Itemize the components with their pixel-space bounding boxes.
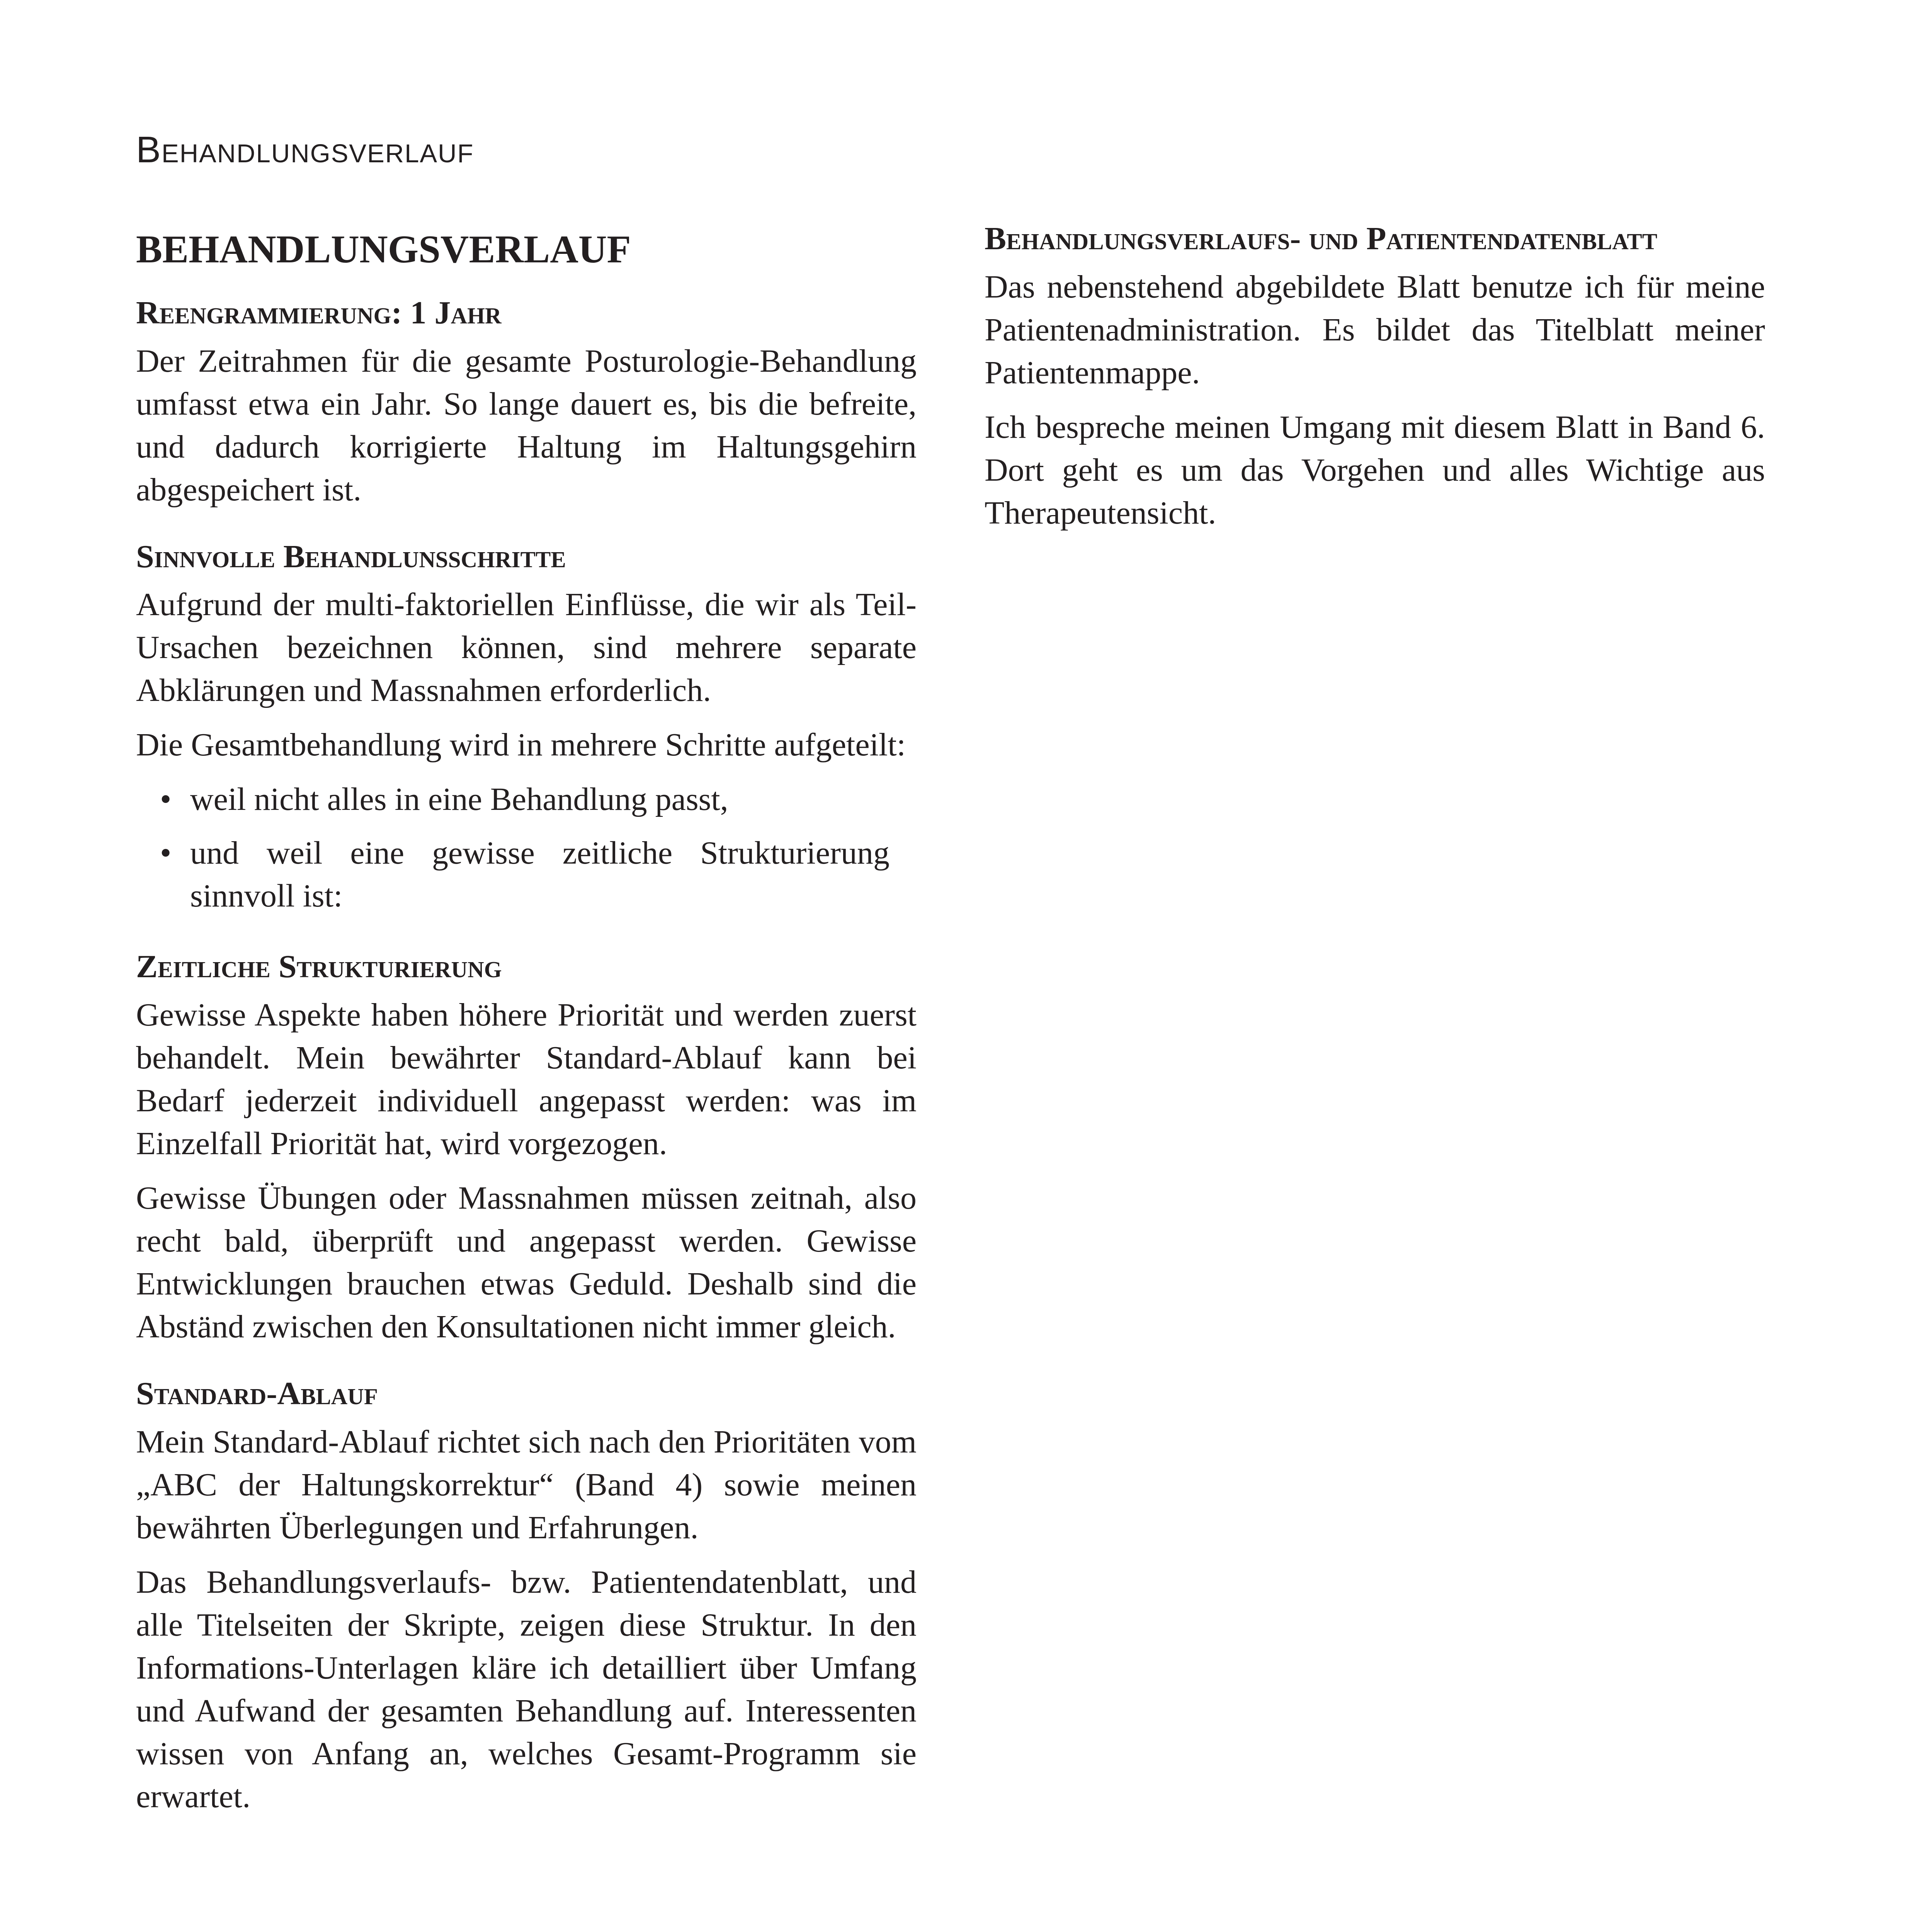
section-heading-patientendatenblatt: Behandlungsverlaufs- und Patientendatenblatt [985, 221, 1658, 257]
bullet-icon: • [160, 835, 172, 871]
list-item-text: weil nicht alles in eine Behandlung passt, [190, 781, 728, 818]
paragraph: Ich bespreche meinen Umgang mit diesem Blatt in Band 6. Dort geht es um das Vorgehen und alles Wichtige aus Therapeutensicht. [985, 409, 1765, 531]
paragraph: Gewisse Übungen oder Massnahmen müssen zeitnah, also recht bald, überprüft und angepasst werden. Gewisse Entwicklungen brauchen etwas Geduld. Deshalb sind die Abständ zwischen den Konsultationen nicht immer gleich. [136, 1180, 917, 1345]
bullet-icon: • [160, 781, 172, 818]
section-heading-reengrammierung: Reengrammierung: 1 Jahr [136, 295, 502, 331]
section-heading-standard-ablauf: Standard-Ablauf [136, 1375, 378, 1412]
bullet-list [136, 778, 917, 917]
list-item [136, 832, 917, 917]
right-column [985, 220, 1765, 546]
list-item [136, 778, 917, 821]
list-item-text: und weil eine gewisse zeitliche Strukturierung sinnvoll ist: [190, 835, 889, 914]
running-head: Behandlungsverlauf [136, 129, 474, 170]
paragraph: Mein Standard-Ablauf richtet sich nach den Prioritäten vom „ABC der Haltungskorrektur“ (Band 4) sowie meinen bewährten Überlegungen und Erfahrungen. [136, 1423, 917, 1546]
paragraph: Das Behandlungsverlaufs- bzw. Patientendatenblatt, und alle Titelseiten der Skripte, zeigen diese Struktur. In den Informations-Unterlagen kläre ich detailliert über Umfang und Aufwand der gesamten Behandlung auf. Interessenten wissen von Anfang an, welches Gesamt-Programm sie erwartet. [136, 1564, 917, 1815]
left-column [136, 228, 917, 1830]
section-heading-zeitliche-strukturierung: Zeitliche Strukturierung [136, 949, 502, 985]
page-title: BEHANDLUNGSVERLAUF [136, 228, 631, 271]
paragraph: Gewisse Aspekte haben höhere Priorität und werden zuerst behandelt. Mein bewährter Standard-Ablauf kann bei Bedarf jederzeit individuell angepasst werden: was im Einzelfall Priorität hat, wird vorgezogen. [136, 997, 917, 1162]
paragraph: Die Gesamtbehandlung wird in mehrere Schritte aufgeteilt: [136, 727, 906, 763]
paragraph: Der Zeitrahmen für die gesamte Posturologie-Behandlung umfasst etwa ein Jahr. So lange dauert es, bis die befreite, und dadurch korrigierte Haltung im Haltungsgehirn abgespeichert ist. [136, 343, 917, 508]
paragraph: Das nebenstehend abgebildete Blatt benutze ich für meine Patientenadministration. Es bildet das Titelblatt meiner Patientenmappe. [985, 269, 1765, 391]
paragraph: Aufgrund der multi-faktoriellen Einflüsse, die wir als Teil-Ursachen bezeichnen können, sind mehrere separate Abklärungen und Massnahmen erforderlich. [136, 587, 917, 709]
section-heading-behandlungsschritte: Sinnvolle Behandlunsschritte [136, 538, 566, 575]
